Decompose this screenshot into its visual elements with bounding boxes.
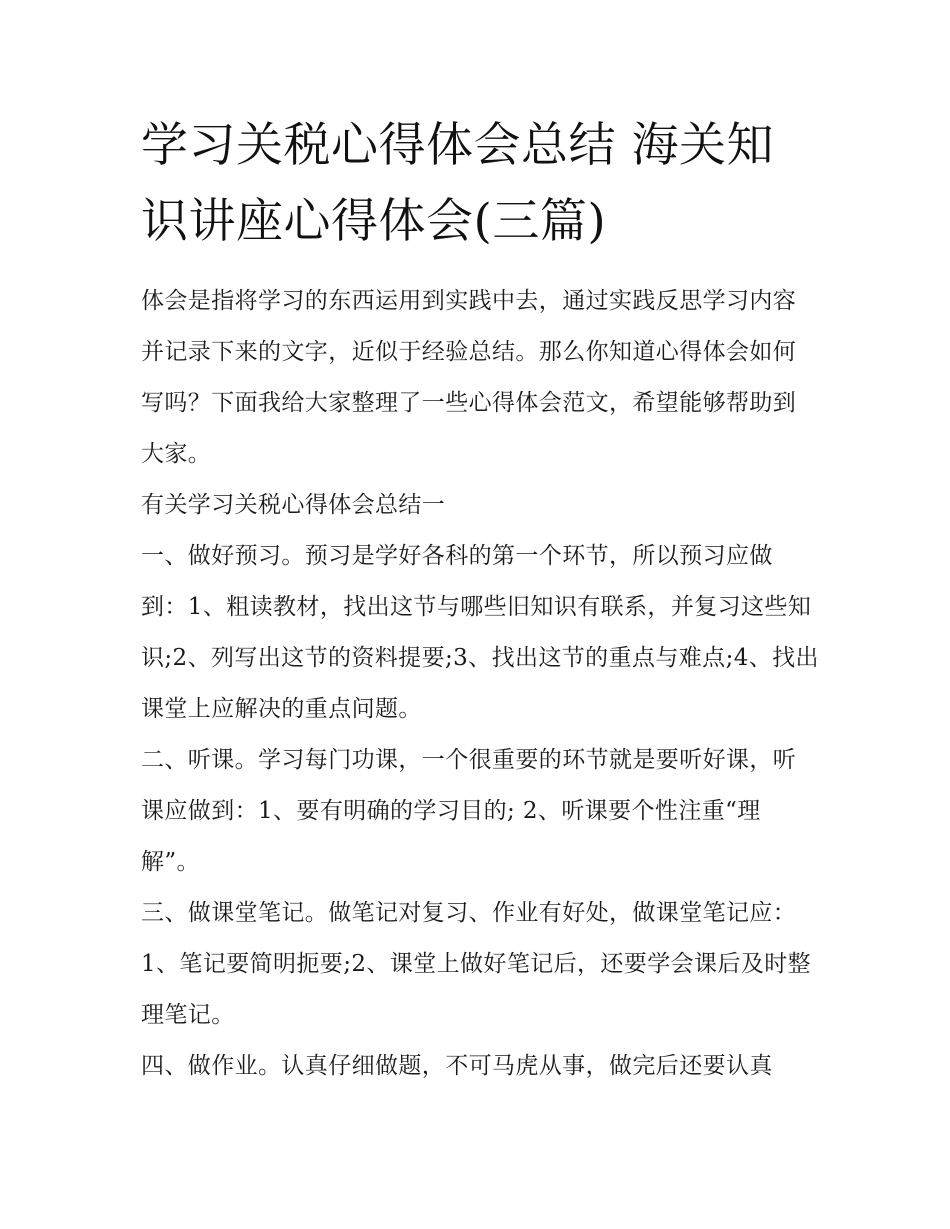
- intro-paragraph: 体会是指将学习的东西运用到实践中去，通过实践反思学习内容并记录下来的文字，近似于经验总结。那么你知道心得体会如何写吗？下面我给大家整理了一些心得体会范文，希望能够帮助到大家。: [141, 288, 797, 467]
- document-page: [141, 108, 819, 1092]
- document-title: 学习关税心得体会总结 海关知识讲座心得体会(三篇): [141, 118, 774, 249]
- paragraph-notes: 三、做课堂笔记。做笔记对复习、作业有好处，做课堂笔记应：1、笔记要简明扼要;2、课堂上做好笔记后，还要学会课后及时整理笔记。: [141, 900, 812, 1028]
- paragraph-preview: 一、做好预习。预习是学好各科的第一个环节，所以预习应做到：1、粗读教材，找出这节与哪些旧知识有联系，并复习这些知识;2、列写出这节的资料提要;3、找出这节的重点与难点;4、找出课堂上应解决的重点问题。: [141, 543, 819, 722]
- paragraph-listening: 二、听课。学习每门功课，一个很重要的环节就是要听好课，听课应做到：1、要有明确的学习目的; 2、听课要个性注重“理解”。: [141, 747, 797, 875]
- paragraph-homework: 四、做作业。认真仔细做题，不可马虎从事，做完后还要认真: [141, 1053, 773, 1079]
- document-body: [141, 276, 819, 1092]
- section-heading: 有关学习关税心得体会总结一: [141, 492, 446, 518]
